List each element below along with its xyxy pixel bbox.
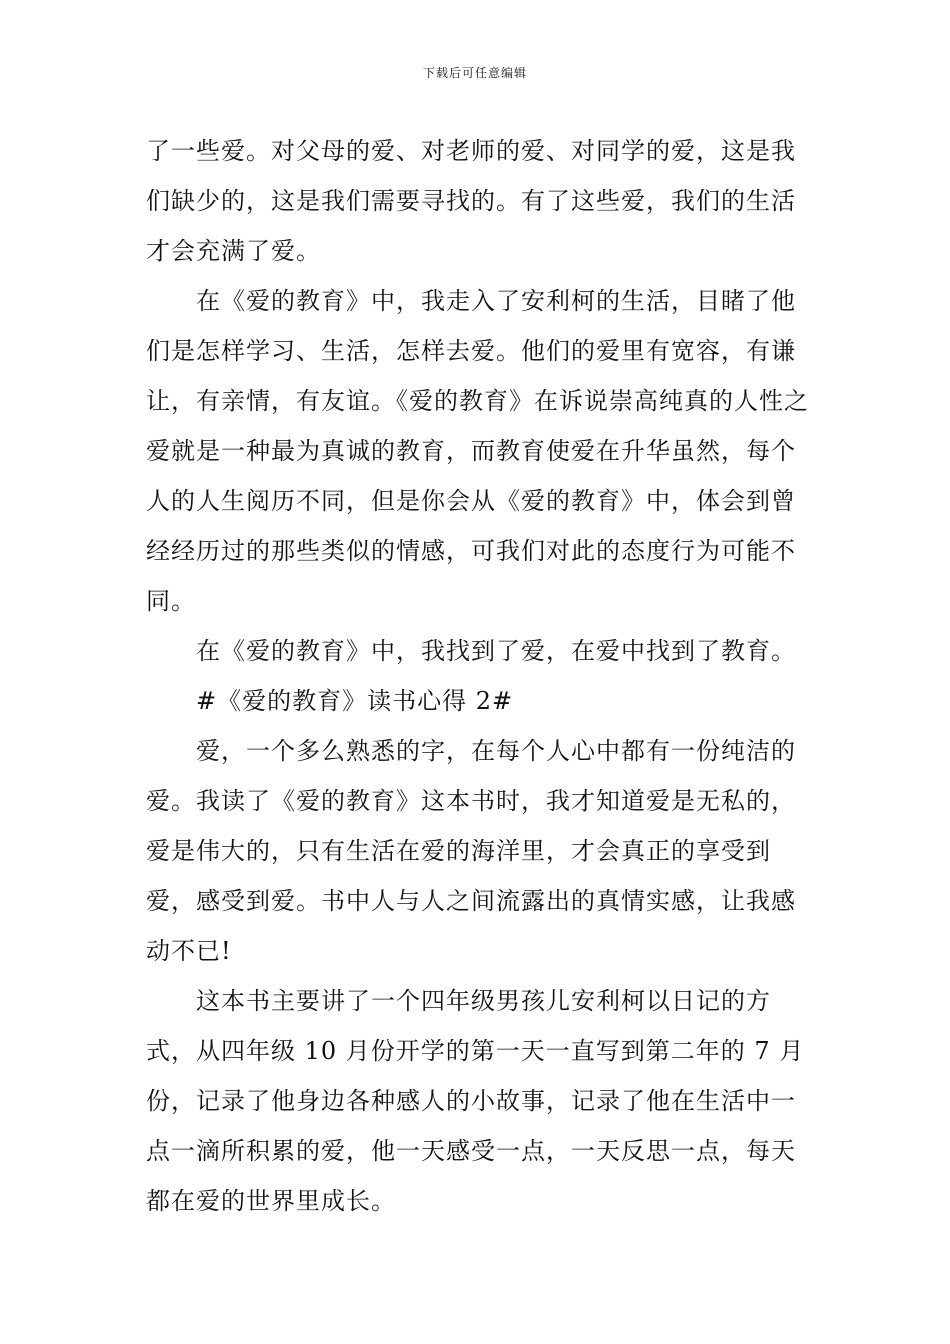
paragraph-conclusion: 在《爱的教育》中，我找到了爱，在爱中找到了教育。	[196, 637, 796, 665]
section-title: #《爱的教育》读书心得 2#	[196, 687, 514, 715]
paragraph-love-reflection: 爱，一个多么熟悉的字，在每个人心中都有一份纯洁的爱。我读了《爱的教育》这本书时，我才知道爱是无私的，爱是伟大的，只有生活在爱的海洋里，才会真正的享受到爱，感受到爱。书中人与人之间流露出的真情实感，让我感动不已!	[146, 737, 796, 965]
paragraph-book-summary: 这本书主要讲了一个四年级男孩儿安利柯以日记的方式，从四年级 10 月份开学的第一天一直写到第二年的 7 月份，记录了他身边各种感人的小故事，记录了他在生活中一点一滴所积累的爱，他一天感受一点，一天反思一点，每天都在爱的世界里成长。	[146, 987, 805, 1215]
paragraph-continuation: 了一些爱。对父母的爱、对老师的爱、对同学的爱，这是我们缺少的，这是我们需要寻找的。有了这些爱，我们的生活才会充满了爱。	[146, 137, 796, 265]
document-body	[146, 126, 811, 1226]
page-header: 下载后可任意编辑	[422, 66, 527, 80]
paragraph-story-intro: 在《爱的教育》中，我走入了安利柯的生活，目睹了他们是怎样学习、生活，怎样去爱。他们的爱里有宽容，有谦让，有亲情，有友谊。《爱的教育》在诉说崇高纯真的人性之爱就是一种最为真诚的教育，而教育使爱在升华虽然，每个人的人生阅历不同，但是你会从《爱的教育》中，体会到曾经经历过的那些类似的情感，可我们对此的态度行为可能不同。	[146, 287, 809, 615]
